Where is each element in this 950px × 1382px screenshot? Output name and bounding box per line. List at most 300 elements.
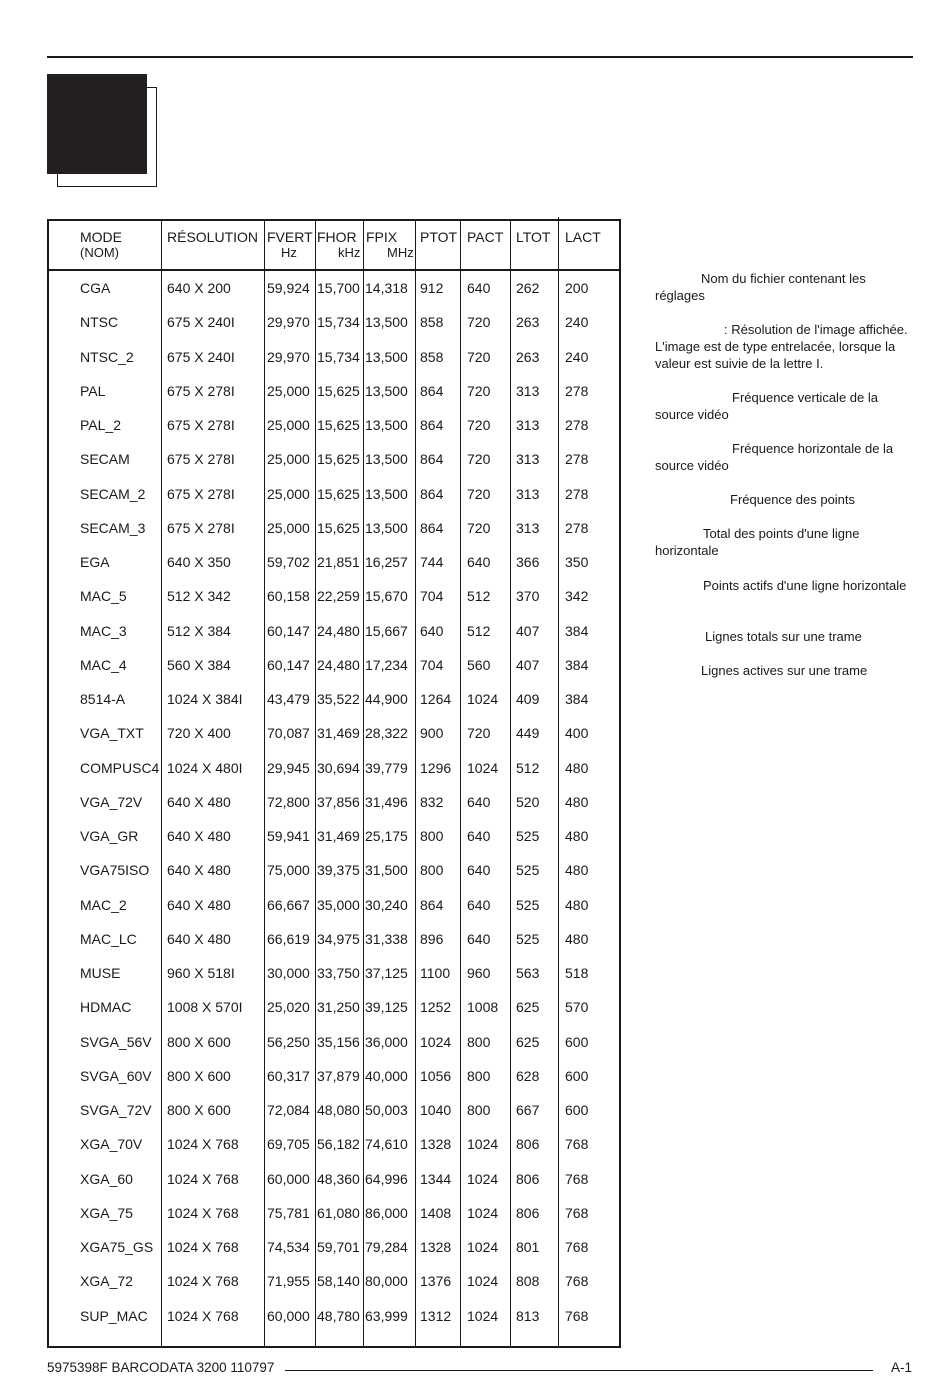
header-mode-sub: (NOM) xyxy=(80,245,119,260)
cell-fpix: 13,500 xyxy=(365,348,408,365)
cell-ltot: 525 xyxy=(516,828,540,844)
header-lact: LACT xyxy=(565,229,601,245)
header-fvert xyxy=(267,229,313,261)
header-ptot: PTOT xyxy=(420,229,458,245)
cell-fvert: 56,250 xyxy=(267,1033,310,1050)
cell-fvert: 71,955 xyxy=(267,1273,310,1290)
cell-fhor: 37,879 xyxy=(317,1067,360,1084)
table-row xyxy=(49,1068,619,1088)
cell-fhor: 35,156 xyxy=(317,1033,360,1050)
cell-lact: 768 xyxy=(565,1136,589,1153)
cell-resolution: 675 X 278I xyxy=(167,417,235,433)
cell-resolution: 560 X 384 xyxy=(167,656,231,673)
cell-fpix: 28,322 xyxy=(365,725,408,742)
header-resolution: RÉSOLUTION xyxy=(167,229,259,245)
cell-ltot: 313 xyxy=(516,485,540,502)
cell-ptot: 832 xyxy=(420,793,444,810)
cell-lact: 480 xyxy=(565,793,589,810)
cell-fhor: 39,375 xyxy=(317,862,360,879)
cell-fpix: 31,500 xyxy=(365,862,408,879)
cell-resolution: 720 X 400 xyxy=(167,725,231,742)
cell-fvert: 29,970 xyxy=(267,348,310,365)
cell-fpix: 31,496 xyxy=(365,793,408,810)
cell-resolution: 675 X 278I xyxy=(167,485,235,502)
cell-fhor: 34,975 xyxy=(317,930,360,947)
cell-resolution: 640 X 200 xyxy=(167,280,231,296)
cell-ptot: 900 xyxy=(420,725,444,742)
cell-pact: 720 xyxy=(467,485,491,502)
header-mode-label: MODE xyxy=(80,229,122,245)
cell-fvert: 60,000 xyxy=(267,1170,310,1187)
cell-lact: 278 xyxy=(565,382,589,399)
cell-lact: 600 xyxy=(565,1102,589,1118)
cell-fpix: 79,284 xyxy=(365,1239,408,1255)
cell-fpix: 13,500 xyxy=(365,519,408,536)
cell-ltot: 806 xyxy=(516,1204,540,1221)
cell-pact: 1024 xyxy=(467,1273,499,1290)
cell-fhor: 33,750 xyxy=(317,965,360,981)
cell-mode: MAC_5 xyxy=(80,588,127,605)
cell-fpix: 13,500 xyxy=(365,314,408,331)
cell-fhor: 24,480 xyxy=(317,622,360,639)
cell-pact: 1024 xyxy=(467,1307,499,1324)
cell-lact: 480 xyxy=(565,828,589,844)
cell-pact: 800 xyxy=(467,1102,491,1118)
cell-ptot: 1376 xyxy=(420,1273,452,1290)
cell-ltot: 262 xyxy=(516,280,540,296)
cell-mode: PAL xyxy=(80,382,106,399)
header-fpix-unit: MHz xyxy=(387,245,414,260)
cell-pact: 720 xyxy=(467,382,491,399)
cell-fhor: 31,469 xyxy=(317,828,360,844)
cell-fhor: 58,140 xyxy=(317,1273,360,1290)
cell-fhor: 31,250 xyxy=(317,999,360,1016)
legend-fhor xyxy=(655,440,910,474)
cell-fhor: 22,259 xyxy=(317,588,360,605)
legend-lact-text: Lignes actives sur une trame xyxy=(701,663,868,678)
cell-mode: VGA_TXT xyxy=(80,725,144,742)
cell-resolution: 1024 X 768 xyxy=(167,1273,239,1290)
header-fpix xyxy=(366,229,414,261)
cell-resolution: 800 X 600 xyxy=(167,1033,231,1050)
cell-fvert: 30,000 xyxy=(267,965,310,981)
cell-pact: 1024 xyxy=(467,1136,499,1153)
cell-resolution: 640 X 350 xyxy=(167,554,231,570)
cell-pact: 640 xyxy=(467,793,491,810)
cell-mode: XGA_70V xyxy=(80,1136,143,1153)
cell-fhor: 35,522 xyxy=(317,691,360,707)
cell-resolution: 1024 X 480I xyxy=(167,759,243,776)
cell-fvert: 59,941 xyxy=(267,828,310,844)
cell-ltot: 525 xyxy=(516,896,540,913)
cell-fvert: 69,705 xyxy=(267,1136,310,1153)
cell-ptot: 864 xyxy=(420,485,444,502)
cell-lact: 768 xyxy=(565,1170,589,1187)
cell-lact: 240 xyxy=(565,314,589,331)
cell-ptot: 864 xyxy=(420,519,444,536)
header-ltot: LTOT xyxy=(516,229,551,245)
cell-ltot: 667 xyxy=(516,1102,540,1118)
cell-pact: 720 xyxy=(467,725,491,742)
header-fhor xyxy=(317,229,360,261)
table-row xyxy=(49,1308,619,1328)
table-row xyxy=(49,794,619,814)
legend-resolution xyxy=(655,321,910,372)
cell-mode: SUP_MAC xyxy=(80,1307,148,1324)
cell-lact: 278 xyxy=(565,451,589,468)
cell-mode: NTSC_2 xyxy=(80,348,134,365)
cell-resolution: 675 X 278I xyxy=(167,382,235,399)
cell-pact: 640 xyxy=(467,896,491,913)
header-fhor-label: FHOR xyxy=(317,229,357,245)
cell-ltot: 525 xyxy=(516,862,540,879)
cell-resolution: 640 X 480 xyxy=(167,862,231,879)
cell-pact: 512 xyxy=(467,588,491,605)
cell-lact: 600 xyxy=(565,1067,589,1084)
cell-fpix: 15,667 xyxy=(365,622,408,639)
cell-fpix: 14,318 xyxy=(365,280,408,296)
table-row xyxy=(49,417,619,437)
cell-pact: 1024 xyxy=(467,691,499,707)
cell-fpix: 13,500 xyxy=(365,451,408,468)
cell-resolution: 1024 X 768 xyxy=(167,1307,239,1324)
header-fhor-unit: kHz xyxy=(338,245,361,260)
cell-fhor: 30,694 xyxy=(317,759,360,776)
cell-fpix: 63,999 xyxy=(365,1307,408,1324)
cell-pact: 640 xyxy=(467,554,491,570)
header-pact: PACT xyxy=(467,229,504,245)
cell-lact: 480 xyxy=(565,930,589,947)
table-row xyxy=(49,588,619,608)
cell-ltot: 313 xyxy=(516,382,540,399)
cell-resolution: 1024 X 384I xyxy=(167,691,243,707)
table-row xyxy=(49,349,619,369)
cell-ptot: 1344 xyxy=(420,1170,452,1187)
cell-resolution: 512 X 384 xyxy=(167,622,231,639)
cell-lact: 768 xyxy=(565,1204,589,1221)
cell-mode: SVGA_60V xyxy=(80,1067,152,1084)
table-row xyxy=(49,520,619,540)
cell-ltot: 808 xyxy=(516,1273,540,1290)
cell-ltot: 366 xyxy=(516,554,540,570)
cell-ltot: 313 xyxy=(516,519,540,536)
cell-pact: 640 xyxy=(467,828,491,844)
cell-fvert: 70,087 xyxy=(267,725,310,742)
cell-pact: 640 xyxy=(467,862,491,879)
cell-mode: SVGA_72V xyxy=(80,1102,152,1118)
cell-mode: 8514-A xyxy=(80,691,126,707)
legend-ptot xyxy=(655,525,910,559)
cell-fpix: 15,670 xyxy=(365,588,408,605)
cell-ptot: 1264 xyxy=(420,691,452,707)
cell-mode: MUSE xyxy=(80,965,121,981)
cell-pact: 1024 xyxy=(467,1204,499,1221)
chapter-tab xyxy=(47,74,147,174)
cell-lact: 350 xyxy=(565,554,589,570)
cell-pact: 720 xyxy=(467,348,491,365)
cell-fvert: 60,147 xyxy=(267,622,310,639)
cell-mode: COMPUSC4 xyxy=(80,759,160,776)
cell-fpix: 16,257 xyxy=(365,554,408,570)
cell-mode: VGA_GR xyxy=(80,828,139,844)
cell-lact: 570 xyxy=(565,999,589,1016)
cell-fpix: 80,000 xyxy=(365,1273,408,1290)
cell-ptot: 640 xyxy=(420,622,444,639)
cell-pact: 720 xyxy=(467,519,491,536)
cell-mode: VGA75ISO xyxy=(80,862,150,879)
cell-pact: 1008 xyxy=(467,999,499,1016)
cell-lact: 480 xyxy=(565,896,589,913)
cell-fvert: 25,020 xyxy=(267,999,310,1016)
cell-resolution: 1024 X 768 xyxy=(167,1170,239,1187)
cell-lact: 480 xyxy=(565,862,589,879)
cell-lact: 342 xyxy=(565,588,589,605)
cell-mode: EGA xyxy=(80,554,110,570)
cell-pact: 720 xyxy=(467,451,491,468)
cell-ptot: 1312 xyxy=(420,1307,452,1324)
legend-fvert-text: Fréquence verticale de la source vidéo xyxy=(655,390,878,422)
cell-ltot: 263 xyxy=(516,348,540,365)
cell-resolution: 640 X 480 xyxy=(167,828,231,844)
cell-ltot: 813 xyxy=(516,1307,540,1324)
table-row xyxy=(49,862,619,882)
modes-table xyxy=(47,219,621,1348)
cell-mode: XGA_60 xyxy=(80,1170,133,1187)
cell-fhor: 56,182 xyxy=(317,1136,360,1153)
table-row xyxy=(49,725,619,745)
cell-ptot: 858 xyxy=(420,314,444,331)
cell-ltot: 407 xyxy=(516,656,540,673)
cell-resolution: 1024 X 768 xyxy=(167,1204,239,1221)
table-row xyxy=(49,486,619,506)
legend-resolution-text: : Résolution de l'image affichée. L'image est de type entrelacée, lorsque la valeur est suivie de la lettre I. xyxy=(655,322,908,371)
cell-ltot: 370 xyxy=(516,588,540,605)
cell-ptot: 1040 xyxy=(420,1102,452,1118)
cell-fvert: 25,000 xyxy=(267,417,310,433)
header-fpix-label: FPIX xyxy=(366,229,398,245)
table-row xyxy=(49,451,619,471)
footer-rule xyxy=(285,1370,873,1371)
table-row xyxy=(49,1273,619,1293)
cell-ptot: 800 xyxy=(420,862,444,879)
cell-fvert: 72,084 xyxy=(267,1102,310,1118)
cell-fhor: 48,360 xyxy=(317,1170,360,1187)
cell-resolution: 1008 X 570I xyxy=(167,999,243,1016)
cell-fhor: 37,856 xyxy=(317,793,360,810)
legend-fpix-text: Fréquence des points xyxy=(730,492,856,507)
cell-fvert: 29,945 xyxy=(267,759,310,776)
table-row xyxy=(49,1136,619,1156)
cell-pact: 800 xyxy=(467,1033,491,1050)
header-mode xyxy=(80,229,122,261)
cell-fpix: 36,000 xyxy=(365,1033,408,1050)
cell-fhor: 31,469 xyxy=(317,725,360,742)
cell-ptot: 864 xyxy=(420,382,444,399)
cell-lact: 384 xyxy=(565,656,589,673)
cell-fhor: 24,480 xyxy=(317,656,360,673)
cell-ptot: 704 xyxy=(420,656,444,673)
cell-lact: 240 xyxy=(565,348,589,365)
cell-ltot: 806 xyxy=(516,1170,540,1187)
cell-fvert: 60,000 xyxy=(267,1307,310,1324)
table-row xyxy=(49,1205,619,1225)
cell-fhor: 15,734 xyxy=(317,314,360,331)
cell-fpix: 13,500 xyxy=(365,382,408,399)
cell-pact: 720 xyxy=(467,417,491,433)
cell-resolution: 675 X 278I xyxy=(167,519,235,536)
cell-pact: 1024 xyxy=(467,1170,499,1187)
cell-lact: 768 xyxy=(565,1307,589,1324)
cell-pact: 640 xyxy=(467,280,491,296)
cell-lact: 518 xyxy=(565,965,589,981)
cell-fhor: 15,625 xyxy=(317,382,360,399)
cell-fhor: 15,625 xyxy=(317,451,360,468)
cell-resolution: 640 X 480 xyxy=(167,930,231,947)
legend-fhor-text: Fréquence horizontale de la source vidéo xyxy=(655,441,894,473)
cell-fhor: 59,701 xyxy=(317,1239,360,1255)
cell-resolution: 800 X 600 xyxy=(167,1102,231,1118)
cell-fhor: 15,625 xyxy=(317,519,360,536)
cell-mode: SECAM xyxy=(80,451,130,468)
legend-ltot-text: Lignes totals sur une trame xyxy=(705,629,862,644)
cell-ltot: 313 xyxy=(516,417,540,433)
cell-fpix: 74,610 xyxy=(365,1136,408,1153)
cell-fvert: 66,667 xyxy=(267,896,310,913)
cell-ltot: 313 xyxy=(516,451,540,468)
cell-ltot: 520 xyxy=(516,793,540,810)
cell-fvert: 43,479 xyxy=(267,691,310,707)
cell-ptot: 1056 xyxy=(420,1067,452,1084)
cell-lact: 384 xyxy=(565,622,589,639)
cell-mode: SVGA_56V xyxy=(80,1033,152,1050)
cell-resolution: 675 X 278I xyxy=(167,451,235,468)
cell-ptot: 1252 xyxy=(420,999,452,1016)
legend-fpix xyxy=(655,491,910,508)
cell-fvert: 29,970 xyxy=(267,314,310,331)
table-row xyxy=(49,1102,619,1122)
cell-fpix: 40,000 xyxy=(365,1067,408,1084)
table-row xyxy=(49,383,619,403)
cell-ltot: 409 xyxy=(516,691,540,707)
legend-pact-text: Points actifs d'une ligne horizontale xyxy=(703,578,907,593)
cell-resolution: 512 X 342 xyxy=(167,588,231,605)
legend-fvert xyxy=(655,389,910,423)
cell-fvert: 75,781 xyxy=(267,1204,310,1221)
cell-ptot: 1408 xyxy=(420,1204,452,1221)
cell-resolution: 960 X 518I xyxy=(167,965,235,981)
cell-mode: HDMAC xyxy=(80,999,132,1016)
legend-mode-text: Nom du fichier contenant les réglages xyxy=(655,271,866,303)
cell-mode: XGA75_GS xyxy=(80,1239,154,1255)
cell-fpix: 31,338 xyxy=(365,930,408,947)
cell-mode: VGA_72V xyxy=(80,793,143,810)
table-row xyxy=(49,657,619,677)
cell-fpix: 44,900 xyxy=(365,691,408,707)
legend-lact xyxy=(655,662,910,679)
cell-resolution: 640 X 480 xyxy=(167,896,231,913)
cell-pact: 640 xyxy=(467,930,491,947)
table-row xyxy=(49,623,619,643)
cell-lact: 768 xyxy=(565,1239,589,1255)
cell-mode: MAC_3 xyxy=(80,622,127,639)
cell-fvert: 75,000 xyxy=(267,862,310,879)
cell-mode: CGA xyxy=(80,280,111,296)
cell-fvert: 74,534 xyxy=(267,1239,310,1255)
cell-pact: 512 xyxy=(467,622,491,639)
cell-mode: NTSC xyxy=(80,314,119,331)
cell-mode: SECAM_3 xyxy=(80,519,146,536)
cell-fhor: 61,080 xyxy=(317,1204,360,1221)
footer-page-number: A-1 xyxy=(890,1360,912,1375)
cell-ptot: 1024 xyxy=(420,1033,452,1050)
cell-resolution: 675 X 240I xyxy=(167,348,235,365)
cell-fvert: 25,000 xyxy=(267,485,310,502)
cell-fvert: 66,619 xyxy=(267,930,310,947)
cell-ptot: 1296 xyxy=(420,759,452,776)
cell-mode: MAC_LC xyxy=(80,930,137,947)
cell-resolution: 1024 X 768 xyxy=(167,1239,239,1255)
header-rule xyxy=(49,269,619,271)
table-row xyxy=(49,280,619,300)
cell-fhor: 21,851 xyxy=(317,554,360,570)
header-fvert-label: FVERT xyxy=(267,229,313,245)
cell-ptot: 858 xyxy=(420,348,444,365)
cell-fpix: 39,125 xyxy=(365,999,408,1016)
table-row xyxy=(49,965,619,985)
cell-ptot: 912 xyxy=(420,280,444,296)
cell-pact: 960 xyxy=(467,965,491,981)
cell-pact: 720 xyxy=(467,314,491,331)
cell-ptot: 896 xyxy=(420,930,444,947)
cell-pact: 1024 xyxy=(467,759,499,776)
cell-ptot: 1100 xyxy=(420,965,451,981)
cell-fhor: 15,625 xyxy=(317,485,360,502)
cell-resolution: 675 X 240I xyxy=(167,314,235,331)
cell-fpix: 37,125 xyxy=(365,965,408,981)
table-row xyxy=(49,828,619,848)
cell-mode: XGA_72 xyxy=(80,1273,133,1290)
cell-fpix: 13,500 xyxy=(365,417,408,433)
cell-ptot: 704 xyxy=(420,588,444,605)
cell-fhor: 15,700 xyxy=(317,280,360,296)
cell-ltot: 801 xyxy=(516,1239,540,1255)
cell-fhor: 48,780 xyxy=(317,1307,360,1324)
cell-fpix: 30,240 xyxy=(365,896,408,913)
cell-lact: 200 xyxy=(565,280,589,296)
cell-lact: 278 xyxy=(565,485,589,502)
cell-pact: 1024 xyxy=(467,1239,499,1255)
cell-ltot: 407 xyxy=(516,622,540,639)
legend-ptot-text: Total des points d'une ligne horizontale xyxy=(655,526,860,558)
cell-resolution: 800 X 600 xyxy=(167,1067,231,1084)
table-row xyxy=(49,1034,619,1054)
cell-ltot: 525 xyxy=(516,930,540,947)
cell-lact: 278 xyxy=(565,417,589,433)
cell-ltot: 512 xyxy=(516,759,540,776)
cell-fpix: 17,234 xyxy=(365,656,408,673)
table-row xyxy=(49,1171,619,1191)
cell-fvert: 25,000 xyxy=(267,451,310,468)
cell-fvert: 60,317 xyxy=(267,1067,310,1084)
cell-lact: 480 xyxy=(565,759,589,776)
cell-fhor: 48,080 xyxy=(317,1102,360,1118)
cell-mode: SECAM_2 xyxy=(80,485,146,502)
table-row xyxy=(49,554,619,574)
cell-lact: 384 xyxy=(565,691,589,707)
cell-ptot: 1328 xyxy=(420,1136,452,1153)
legend-mode xyxy=(655,270,910,304)
cell-lact: 600 xyxy=(565,1033,589,1050)
